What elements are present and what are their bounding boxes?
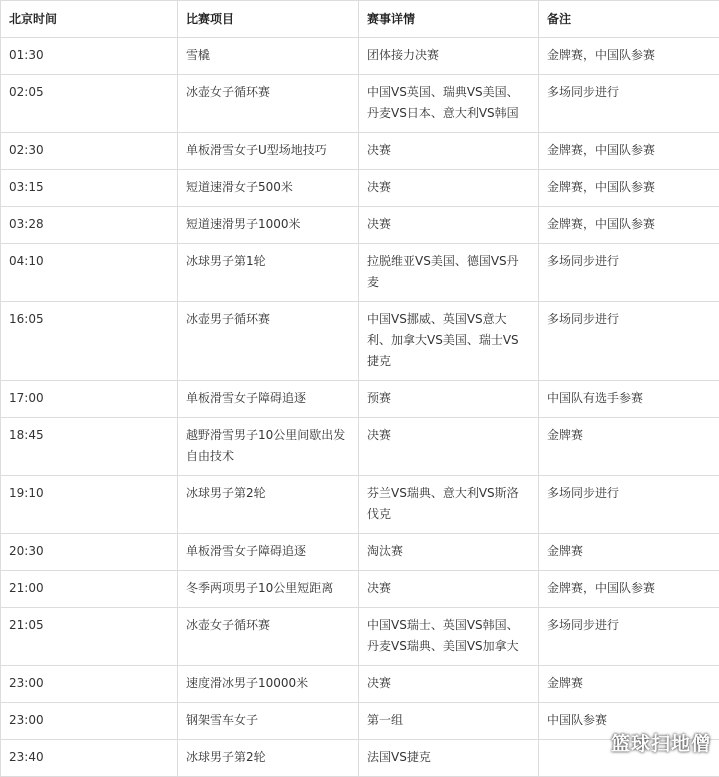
cell-detail: 决赛: [359, 170, 539, 207]
cell-event: 雪橇: [178, 38, 359, 75]
cell-time: 03:15: [1, 170, 178, 207]
cell-time: 02:05: [1, 75, 178, 133]
cell-event: 短道速滑男子1000米: [178, 207, 359, 244]
cell-event: 冰球男子第2轮: [178, 476, 359, 534]
table-row: [1, 381, 719, 418]
cell-detail: 中国VS英国、瑞典VS美国、丹麦VS日本、意大利VS韩国: [359, 75, 539, 133]
cell-time: 20:30: [1, 534, 178, 571]
cell-note: 金牌赛: [539, 418, 719, 476]
cell-note: 金牌赛: [539, 666, 719, 703]
cell-time: 21:00: [1, 571, 178, 608]
cell-note: 金牌赛，中国队参赛: [539, 38, 719, 75]
cell-detail: 第一组: [359, 703, 539, 740]
table-header-row: [1, 1, 719, 38]
cell-note: 金牌赛，中国队参赛: [539, 170, 719, 207]
table-row: [1, 534, 719, 571]
table-row: [1, 133, 719, 170]
cell-event: 冰球男子第1轮: [178, 244, 359, 302]
cell-time: 19:10: [1, 476, 178, 534]
table-row: [1, 608, 719, 666]
cell-note: 中国队参赛: [539, 703, 719, 740]
cell-event: 单板滑雪女子障碍追逐: [178, 534, 359, 571]
cell-event: 冰壶女子循环赛: [178, 608, 359, 666]
cell-note: 多场同步进行: [539, 476, 719, 534]
cell-time: 02:30: [1, 133, 178, 170]
cell-detail: 预赛: [359, 381, 539, 418]
cell-time: 18:45: [1, 418, 178, 476]
cell-detail: 中国VS挪威、英国VS意大利、加拿大VS美国、瑞士VS捷克: [359, 302, 539, 381]
cell-event: 钢架雪车女子: [178, 703, 359, 740]
cell-time: 01:30: [1, 38, 178, 75]
cell-event: 冰球男子第2轮: [178, 740, 359, 777]
cell-event: 单板滑雪女子U型场地技巧: [178, 133, 359, 170]
cell-time: 04:10: [1, 244, 178, 302]
cell-detail: 决赛: [359, 571, 539, 608]
cell-time: 23:00: [1, 666, 178, 703]
cell-time: 17:00: [1, 381, 178, 418]
cell-note: 金牌赛: [539, 534, 719, 571]
cell-detail: 决赛: [359, 133, 539, 170]
table-row: [1, 244, 719, 302]
cell-note: 金牌赛，中国队参赛: [539, 571, 719, 608]
table-row: [1, 170, 719, 207]
table-row: [1, 418, 719, 476]
cell-time: 16:05: [1, 302, 178, 381]
cell-detail: 淘汰赛: [359, 534, 539, 571]
cell-note: 多场同步进行: [539, 75, 719, 133]
column-header-note: 备注: [539, 1, 719, 38]
cell-note: 多场同步进行: [539, 608, 719, 666]
column-header-event: 比赛项目: [178, 1, 359, 38]
cell-detail: 决赛: [359, 666, 539, 703]
cell-note: 中国队有选手参赛: [539, 381, 719, 418]
cell-note: 金牌赛，中国队参赛: [539, 133, 719, 170]
column-header-time: 北京时间: [1, 1, 178, 38]
cell-detail: 团体接力决赛: [359, 38, 539, 75]
cell-event: 冬季两项男子10公里短距离: [178, 571, 359, 608]
cell-detail: 拉脱维亚VS美国、德国VS丹麦: [359, 244, 539, 302]
cell-detail: 芬兰VS瑞典、意大利VS斯洛伐克: [359, 476, 539, 534]
cell-note: 多场同步进行: [539, 244, 719, 302]
cell-detail: 中国VS瑞士、英国VS韩国、丹麦VS瑞典、美国VS加拿大: [359, 608, 539, 666]
cell-time: 23:00: [1, 703, 178, 740]
cell-event: 速度滑冰男子10000米: [178, 666, 359, 703]
cell-time: 03:28: [1, 207, 178, 244]
cell-event: 冰壶男子循环赛: [178, 302, 359, 381]
cell-note: 金牌赛，中国队参赛: [539, 207, 719, 244]
cell-event: 短道速滑女子500米: [178, 170, 359, 207]
table-row: [1, 302, 719, 381]
table-row: [1, 476, 719, 534]
table-row: [1, 207, 719, 244]
column-header-detail: 赛事详情: [359, 1, 539, 38]
cell-note: 多场同步进行: [539, 302, 719, 381]
cell-detail: 决赛: [359, 418, 539, 476]
table-row: [1, 571, 719, 608]
cell-detail: 法国VS捷克: [359, 740, 539, 777]
cell-event: 越野滑雪男子10公里间歇出发自由技术: [178, 418, 359, 476]
cell-detail: 决赛: [359, 207, 539, 244]
cell-time: 21:05: [1, 608, 178, 666]
cell-time: 23:40: [1, 740, 178, 777]
table-row: [1, 666, 719, 703]
cell-event: 单板滑雪女子障碍追逐: [178, 381, 359, 418]
table-row: [1, 38, 719, 75]
cell-event: 冰壶女子循环赛: [178, 75, 359, 133]
watermark-text: 篮球扫地僧: [611, 729, 711, 756]
table-row: [1, 75, 719, 133]
